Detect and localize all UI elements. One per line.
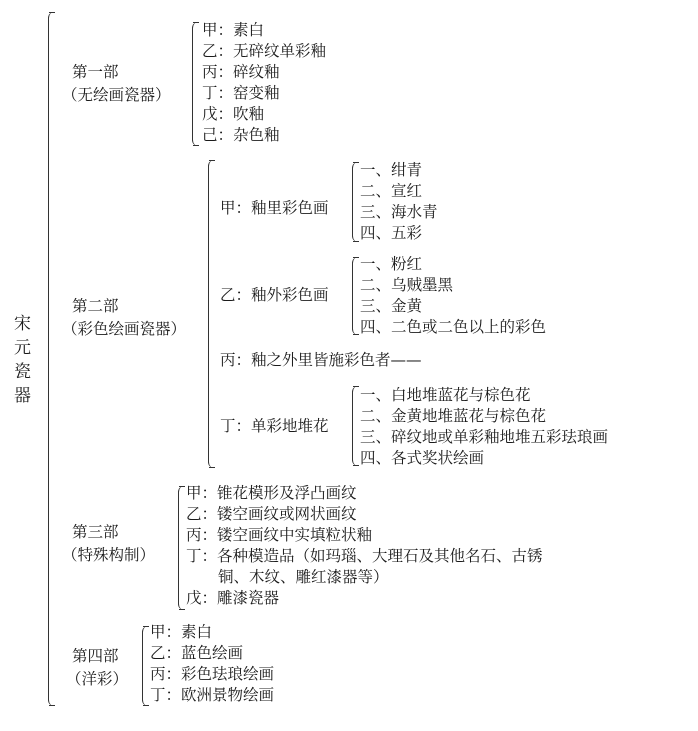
- part-2-group-2-item-4: 四、二色或二色以上的彩色: [360, 318, 547, 336]
- root-label-char-1: 宋: [14, 314, 31, 334]
- part-1-item-4: 丁：窑变釉: [202, 84, 280, 102]
- part-2-group-1-item-1: 一、绀青: [360, 161, 423, 179]
- part-2-group-2-label: 乙：釉外彩色画: [220, 286, 329, 304]
- part-2-group-4-bracket: [352, 386, 360, 466]
- part-1-bracket: [192, 22, 200, 146]
- part-4-item-2: 乙：蓝色绘画: [150, 644, 244, 662]
- part-2-group-1-bracket: [352, 162, 360, 242]
- part-1-item-2: 乙：无碎纹单彩釉: [202, 42, 327, 60]
- part-1-item-1: 甲：素白: [202, 21, 265, 39]
- part-2-group-2-item-1: 一、粉红: [360, 255, 423, 273]
- part-4-bracket: [142, 626, 150, 706]
- part-4-note: （洋彩）: [66, 670, 129, 688]
- part-2-group-1-label: 甲：釉里彩色画: [220, 199, 329, 217]
- part-1-item-6: 己：杂色釉: [202, 126, 280, 144]
- part-3-name: 第三部: [72, 523, 119, 541]
- part-2-note: （彩色绘画瓷器）: [62, 320, 187, 338]
- part-2-group-3-label: 丙：釉之外里皆施彩色者——: [220, 351, 422, 369]
- part-3-item-1: 甲：锥花模形及浮凸画纹: [186, 484, 357, 502]
- part-2-group-2-bracket: [352, 257, 360, 335]
- root-label-char-3: 瓷: [14, 362, 31, 382]
- part-4-item-4: 丁：欧洲景物绘画: [150, 686, 275, 704]
- part-3-note: （特殊构制）: [62, 546, 156, 564]
- part-2-group-1-item-2: 二、宣红: [360, 182, 423, 200]
- part-2-group-4-label: 丁：单彩地堆花: [220, 417, 329, 435]
- part-3-item-4-cont: 铜、木纹、雕红漆器等）: [218, 568, 389, 586]
- part-3-item-2: 乙：镂空画纹或网状画纹: [186, 505, 357, 523]
- root-label-char-4: 器: [14, 386, 31, 406]
- part-2-group-4-item-2: 二、金黄地堆蓝花与棕色花: [360, 407, 547, 425]
- part-3-item-4: 丁：各种模造品（如玛瑙、大理石及其他名石、古锈: [186, 547, 543, 565]
- part-2-group-2-item-2: 二、乌贼墨黑: [360, 276, 454, 294]
- root-bracket: [48, 12, 56, 706]
- part-1-item-3: 丙：碎纹釉: [202, 63, 280, 81]
- part-3-bracket: [178, 486, 186, 610]
- part-4-item-3: 丙：彩色珐琅绘画: [150, 665, 275, 683]
- part-1-note: （无绘画瓷器）: [62, 86, 171, 104]
- part-4-name: 第四部: [72, 647, 119, 665]
- part-2-group-1-item-3: 三、海水青: [360, 203, 438, 221]
- part-2-group-1-item-4: 四、五彩: [360, 224, 423, 242]
- part-1-name: 第一部: [72, 63, 119, 81]
- part-2-bracket: [208, 160, 216, 468]
- root-label-char-2: 元: [14, 338, 31, 358]
- part-4-item-1: 甲：素白: [150, 623, 213, 641]
- part-2-name: 第二部: [72, 297, 119, 315]
- part-2-group-4-item-4: 四、各式奖状绘画: [360, 449, 485, 467]
- part-2-group-4-item-3: 三、碎纹地或单彩釉地堆五彩珐琅画: [360, 428, 609, 446]
- part-3-item-5: 戊：雕漆瓷器: [186, 589, 280, 607]
- part-2-group-2-item-3: 三、金黄: [360, 297, 423, 315]
- part-1-item-5: 戊：吹釉: [202, 105, 265, 123]
- part-2-group-4-item-1: 一、白地堆蓝花与棕色花: [360, 386, 531, 404]
- part-3-item-3: 丙：镂空画纹中实填粒状釉: [186, 526, 373, 544]
